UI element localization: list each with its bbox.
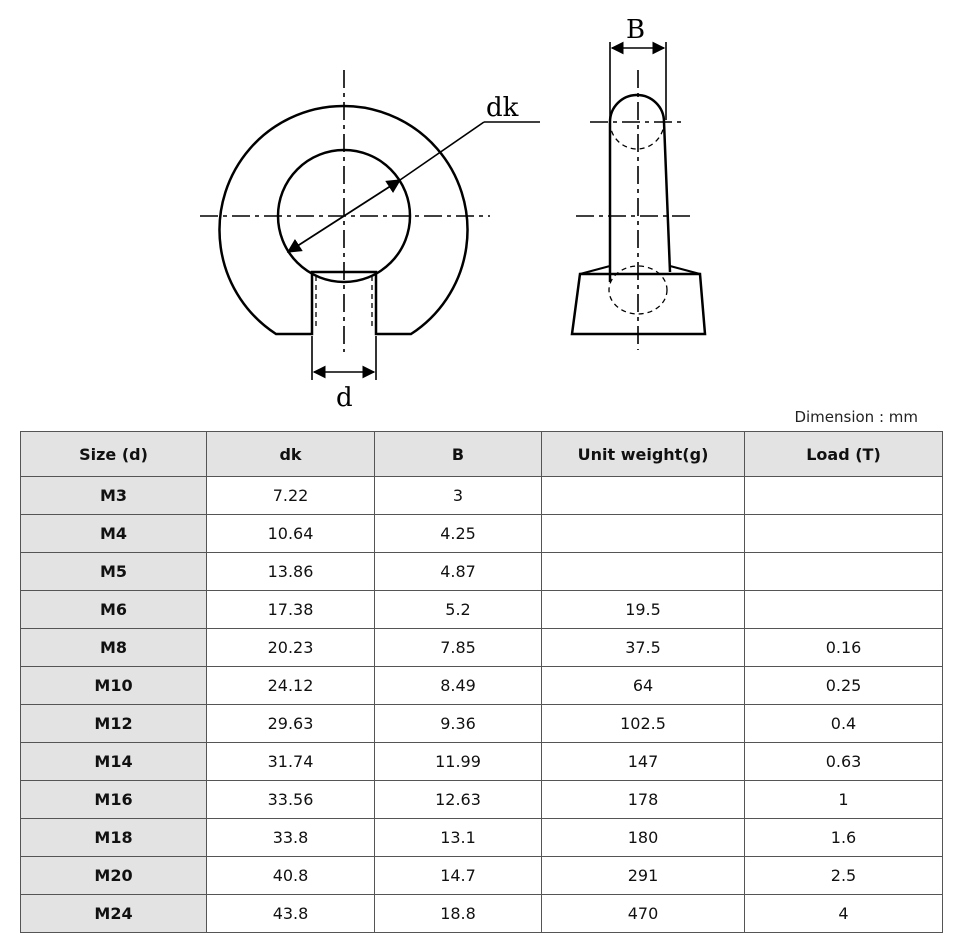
table-row xyxy=(21,667,943,705)
cell-load: 1 xyxy=(745,781,943,819)
cell-dk: 33.56 xyxy=(207,781,375,819)
cell-load: 0.25 xyxy=(745,667,943,705)
cell-b: 11.99 xyxy=(375,743,542,781)
table-row xyxy=(21,477,943,515)
cell-b: 7.85 xyxy=(375,629,542,667)
cell-unit-weight: 19.5 xyxy=(542,591,745,629)
dimension-unit-note: Dimension : mm xyxy=(794,408,918,426)
cell-size: M14 xyxy=(21,743,207,781)
cell-dk: 17.38 xyxy=(207,591,375,629)
cell-load xyxy=(745,553,943,591)
cell-unit-weight: 180 xyxy=(542,819,745,857)
table-body xyxy=(21,477,943,933)
centerlines xyxy=(200,70,490,352)
side-eye-outline xyxy=(610,95,670,282)
cell-b: 18.8 xyxy=(375,895,542,933)
table-header-row xyxy=(21,432,943,477)
cell-load: 0.63 xyxy=(745,743,943,781)
b-label: B xyxy=(626,15,646,45)
cell-b: 5.2 xyxy=(375,591,542,629)
cell-size: M10 xyxy=(21,667,207,705)
cell-unit-weight: 470 xyxy=(542,895,745,933)
cell-size: M5 xyxy=(21,553,207,591)
side-view xyxy=(572,42,705,350)
side-centerlines xyxy=(576,70,694,350)
cell-b: 8.49 xyxy=(375,667,542,705)
cell-size: M12 xyxy=(21,705,207,743)
cell-load: 2.5 xyxy=(745,857,943,895)
cell-dk: 20.23 xyxy=(207,629,375,667)
cell-unit-weight: 37.5 xyxy=(542,629,745,667)
cell-size: M8 xyxy=(21,629,207,667)
dk-label: dk xyxy=(486,93,519,123)
cell-dk: 31.74 xyxy=(207,743,375,781)
table-row xyxy=(21,781,943,819)
cell-load: 0.16 xyxy=(745,629,943,667)
header-load: Load (T) xyxy=(745,432,943,477)
header-dk: dk xyxy=(207,432,375,477)
cell-dk: 13.86 xyxy=(207,553,375,591)
cell-size: M16 xyxy=(21,781,207,819)
cell-dk: 10.64 xyxy=(207,515,375,553)
cell-b: 12.63 xyxy=(375,781,542,819)
cell-unit-weight: 178 xyxy=(542,781,745,819)
cell-load xyxy=(745,477,943,515)
cell-unit-weight xyxy=(542,477,745,515)
header-unit-weight: Unit weight(g) xyxy=(542,432,745,477)
cell-size: M3 xyxy=(21,477,207,515)
cell-b: 4.25 xyxy=(375,515,542,553)
cell-dk: 29.63 xyxy=(207,705,375,743)
table-row xyxy=(21,895,943,933)
cell-dk: 33.8 xyxy=(207,819,375,857)
table-row xyxy=(21,857,943,895)
table-row xyxy=(21,629,943,667)
cell-size: M4 xyxy=(21,515,207,553)
cell-unit-weight: 64 xyxy=(542,667,745,705)
cell-dk: 40.8 xyxy=(207,857,375,895)
cell-dk: 43.8 xyxy=(207,895,375,933)
cell-unit-weight: 147 xyxy=(542,743,745,781)
cell-size: M18 xyxy=(21,819,207,857)
cell-b: 9.36 xyxy=(375,705,542,743)
header-size: Size (d) xyxy=(21,432,207,477)
cell-unit-weight xyxy=(542,515,745,553)
eye-nut-technical-drawing xyxy=(0,0,956,420)
cell-b: 4.87 xyxy=(375,553,542,591)
cell-load: 1.6 xyxy=(745,819,943,857)
cell-unit-weight xyxy=(542,553,745,591)
cell-size: M24 xyxy=(21,895,207,933)
table-row xyxy=(21,515,943,553)
table-row xyxy=(21,591,943,629)
cell-b: 13.1 xyxy=(375,819,542,857)
cell-unit-weight: 102.5 xyxy=(542,705,745,743)
table-row xyxy=(21,743,943,781)
cell-size: M20 xyxy=(21,857,207,895)
table-row xyxy=(21,553,943,591)
eye-nut-spec-table xyxy=(20,431,943,933)
cell-load: 4 xyxy=(745,895,943,933)
d-label: d xyxy=(336,383,353,413)
cell-unit-weight: 291 xyxy=(542,857,745,895)
cell-b: 3 xyxy=(375,477,542,515)
cell-size: M6 xyxy=(21,591,207,629)
cell-load: 0.4 xyxy=(745,705,943,743)
header-b: B xyxy=(375,432,542,477)
cell-dk: 24.12 xyxy=(207,667,375,705)
cell-b: 14.7 xyxy=(375,857,542,895)
table-row xyxy=(21,819,943,857)
cell-load xyxy=(745,591,943,629)
table-row xyxy=(21,705,943,743)
cell-load xyxy=(745,515,943,553)
cell-dk: 7.22 xyxy=(207,477,375,515)
